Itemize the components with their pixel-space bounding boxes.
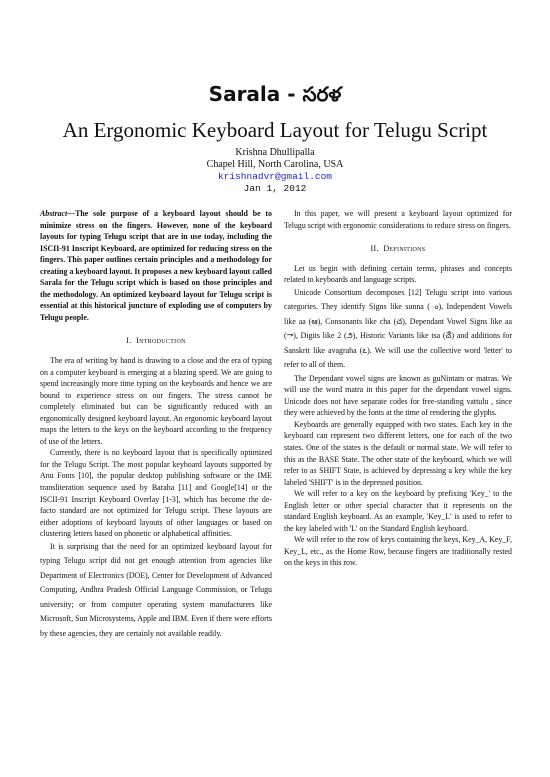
section-title: Definitions — [383, 244, 426, 254]
left-column — [40, 208, 272, 641]
definitions-paragraph-3: The Dependant vowel signs are known as guNintam or matras. We will use the word matra in this paper for the dependant vowel signs. Unicode does not have separate codes for free-standing vattulu , since they were achieved by the fonts at the time of rendering the glyphs. — [284, 373, 512, 418]
author-email-link[interactable]: krishnadvr@gmail.com — [217, 171, 333, 182]
author-block — [0, 147, 550, 195]
abstract-lead: Abstract— — [40, 209, 76, 218]
author-location: Chapel Hill, North Carolina, USA — [206, 159, 344, 170]
right-column — [284, 208, 512, 569]
definitions-paragraph-1: Let us begin with defining certain terms, phrases and concepts related to keyboards and language scripts. — [284, 263, 512, 285]
intro-paragraph-3: It is surprising that the need for an optimized keyboard layout for typing Telugu script did not get enough attention from agencies like Department of Electronics (DOE), Center for Development of Advanced Computing, Andhra Pradesh Official Language Commission, or Telugu university; or from computer operating system manufacturers like Microsoft, Sun Microsystems, Apple and IBM. Even if there were efforts by these agencies, they are certainly not available readily. — [40, 541, 272, 638]
author-name: Krishna Dhullipalla — [235, 147, 315, 158]
definitions-paragraph-2: Unicode Consortium decomposes [12] Telugu script into various categories. They identify Signs like sunna (ం), Independent Vowels like aa (ఆ), Consonants like cha (చ), Dependant Vowel Signs like aa (ా), Digits like 2 (౨), Historic Variants like tsa (ౘ) and additions for Sanskrit like avagraha (ఽ). We will use the collective word 'letter' to refer to all of them. — [284, 287, 512, 370]
intro-paragraph-4: In this paper, we will present a keyboard layout optimized for Telugu script with ergonomic considerations to reduce stress on fingers. — [284, 209, 512, 230]
section-heading-introduction — [40, 335, 272, 347]
paper-title: Sarala - సరళ — [208, 82, 342, 106]
definitions-paragraph-6: We will refer to the row of keys containing the keys, Key_A, Key_F, Key_L, etc., as the Home Row, because fingers are traditionally rested on the keys in this row. — [284, 535, 512, 568]
section-number: II. — [370, 244, 379, 254]
paper-date: Jan 1, 2012 — [243, 183, 307, 194]
definitions-paragraph-5: We will refer to a key on the keyboard by prefixing 'Key_' to the English letter or other special character that it represents on the standard English keyboard. As an example, 'Key_L' is used to refer to the key labeled with 'L' on the Standard English keyboard. — [284, 489, 512, 533]
section-heading-definitions — [284, 243, 512, 255]
section-title: Introduction — [136, 336, 186, 346]
abstract-body: The sole purpose of a keyboard layout should be to minimize stress on the fingers. However, none of the keyboard layouts for typing Telugu script that are in use today, including the ISCII-91 Inscript Keyboard, are optimized for reducing stress on the fingers. This paper outlines certain principles and a methodology for creating a keyboard layout. It proposes a new keyboard layout called Sarala for the Telugu script which is based on those principles and the methodology. An optimized keyboard layout for Telugu script is essential at this historical juncture of exploding use of computers by Telugu people. — [40, 209, 272, 322]
intro-paragraph-2: Currently, there is no keyboard layout that is specifically optimized for the Telugu Script. The most popular keyboard layouts supported by Anu Fonts [10], the popular desktop publishing software or the IME transliteration sequence used by Baraha [11] and Google[14] or the ISCII-91 Inscript Keyboard Overlay [1-3], which has become the de-facto standard are not optimized for Telugu script. These layouts are either adoptions of keyboard layouts of other languages or based on clustering letters based on phonetic or alphabetical affinities. — [40, 448, 272, 539]
section-number: I. — [126, 336, 132, 346]
paper-subtitle: An Ergonomic Keyboard Layout for Telugu Script — [62, 118, 488, 142]
intro-paragraph-1: The era of writing by hand is drawing to a close and the era of typing on a computer keyboard is emerging at a blazing speed. We are going to spend increasingly more time typing on the keyboards and hence we are bound to experience stress on our fingers. The stress cannot be completely eliminated but can be significantly reduced with an ergonomically designed keyboard layout. An ergonomic keyboard layout maps the letters to the keys on the keyboard according to the frequency of use of the letters. — [40, 356, 272, 446]
definitions-paragraph-4: Keyboards are generally equipped with two states. Each key in the keyboard can represent two different letters, one for each of the two states. One of the states is the default or normal state. We will refer to this as the BASE State. The other state of the keyboard, which we will refer to as SHIFT State, is achieved by depressing a key while the key labeled 'SHIFT' is in the depressed position. — [284, 419, 512, 487]
abstract — [40, 208, 272, 323]
